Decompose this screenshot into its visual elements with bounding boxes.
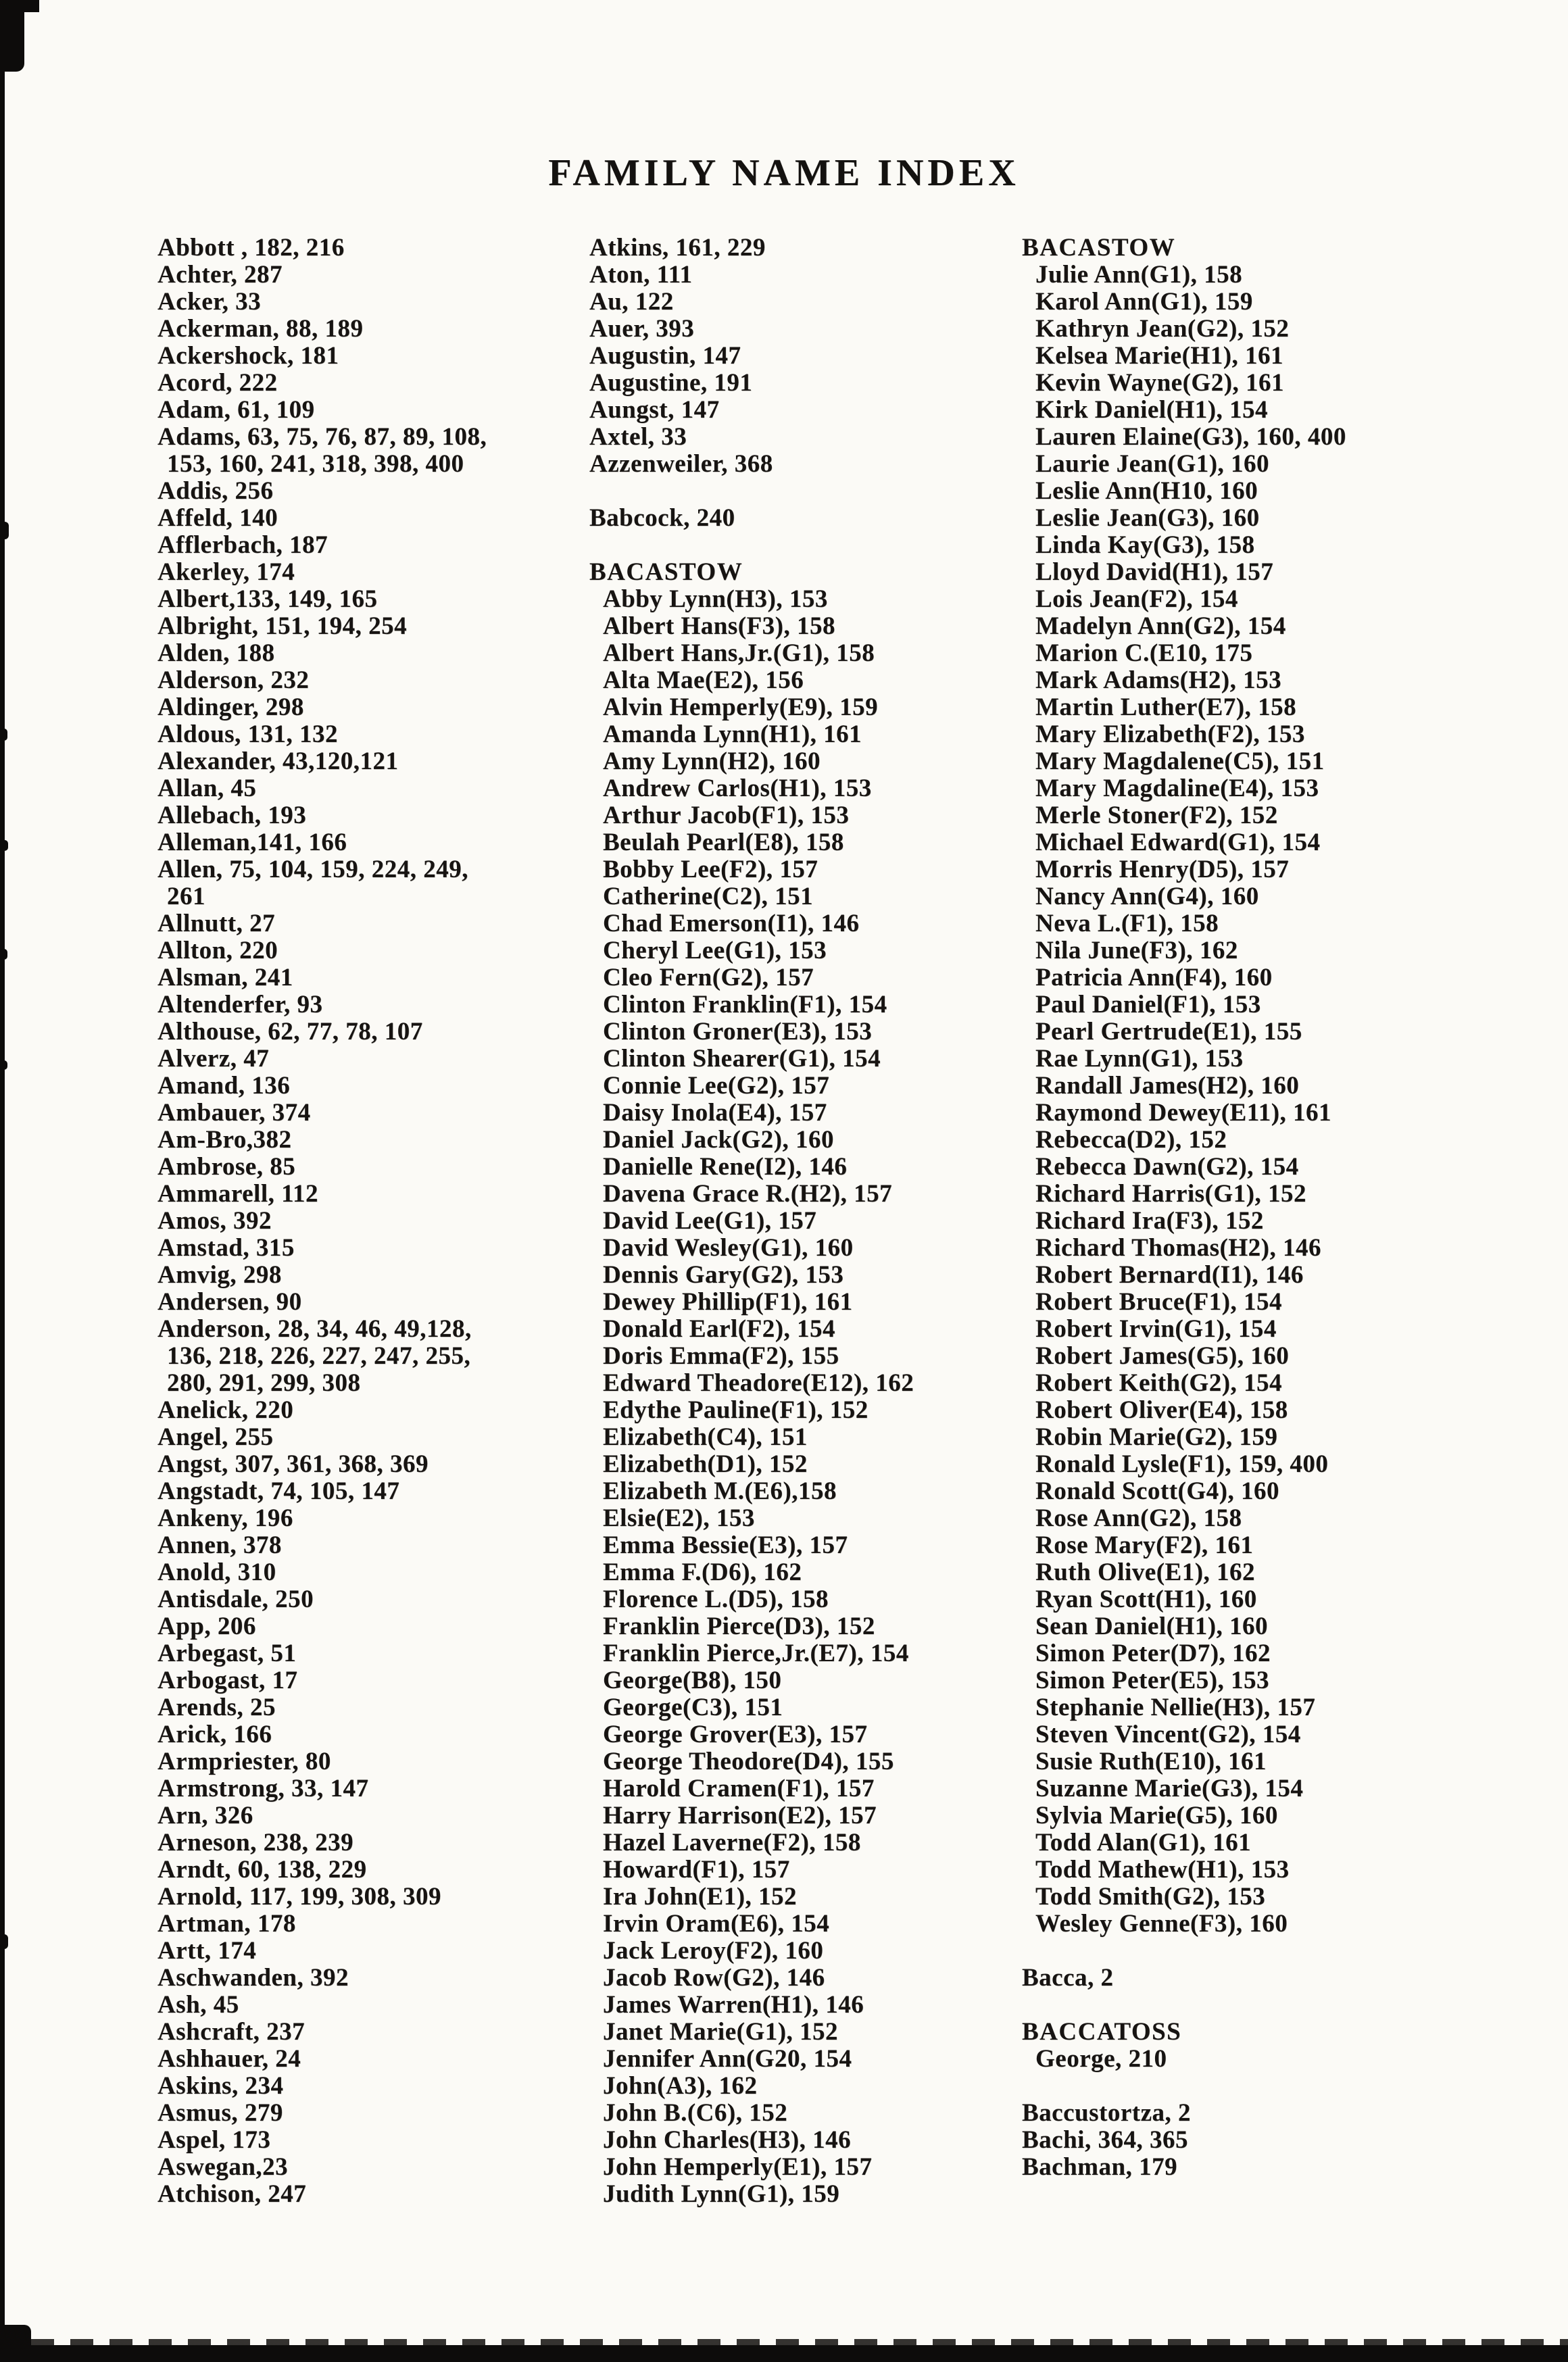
given-name-entry: Ira John(E1), 152 [603,1883,798,1911]
surname-entry: Adams, 63, 75, 76, 87, 89, 108, [157,423,487,451]
given-name-entry: George, 210 [1035,2045,1167,2073]
given-name-entry: Kevin Wayne(G2), 161 [1035,369,1285,397]
given-name-entry: Doris Emma(F2), 155 [603,1342,839,1370]
given-name-entry: Richard Thomas(H2), 146 [1035,1234,1321,1262]
surname-entry: Angstadt, 74, 105, 147 [157,1477,400,1505]
surname-entry: Ammarell, 112 [157,1180,319,1208]
given-name-entry: Clinton Franklin(F1), 154 [603,991,887,1018]
given-name-entry: Amy Lynn(H2), 160 [603,747,821,775]
entry-continuation: 261 [167,883,205,910]
given-name-entry: Alvin Hemperly(E9), 159 [603,693,879,721]
surname-entry: Allnutt, 27 [157,910,276,937]
given-name-entry: Connie Lee(G2), 157 [603,1072,830,1100]
given-name-entry: Elizabeth(D1), 152 [603,1450,808,1478]
given-name-entry: Albert Hans(F3), 158 [603,612,835,640]
surname-entry: Alverz, 47 [157,1045,270,1073]
given-name-entry: Daniel Jack(G2), 160 [603,1126,834,1154]
surname-entry: Auer, 393 [589,315,695,343]
surname-entry: Asmus, 279 [157,2099,283,2127]
given-name-entry: Elizabeth M.(E6),158 [603,1477,837,1505]
surname-entry: Ashhauer, 24 [157,2045,301,2073]
given-name-entry: John(A3), 162 [603,2072,758,2100]
given-name-entry: Amanda Lynn(H1), 161 [603,720,862,748]
surname-entry: Bachman, 179 [1022,2153,1178,2181]
given-name-entry: Albert Hans,Jr.(G1), 158 [603,639,875,667]
surname-entry: Askins, 234 [157,2072,284,2100]
index-column-2 [589,235,1022,2208]
given-name-entry: Kelsea Marie(H1), 161 [1035,342,1284,370]
surname-entry: Allton, 220 [157,937,278,964]
surname-entry: Angst, 307, 361, 368, 369 [157,1450,429,1478]
given-name-entry: Andrew Carlos(H1), 153 [603,774,872,802]
surname-entry: Adam, 61, 109 [157,396,315,424]
given-name-entry: Clinton Shearer(G1), 154 [603,1045,881,1073]
surname-entry: Alsman, 241 [157,964,293,991]
given-name-entry: Julie Ann(G1), 158 [1035,261,1243,289]
scan-blob [0,1060,7,1070]
given-name-entry: Rose Ann(G2), 158 [1035,1504,1242,1532]
given-name-entry: Simon Peter(D7), 162 [1035,1640,1271,1667]
surname-entry: Amvig, 298 [157,1261,282,1289]
scan-corner-mark-top [0,0,39,12]
surname-entry: Atkins, 161, 229 [589,234,766,262]
surname-entry: Arbegast, 51 [157,1640,297,1667]
surname-entry: Allebach, 193 [157,802,307,829]
given-name-entry: Todd Smith(G2), 153 [1035,1883,1266,1911]
blank-line [1022,1938,1522,1965]
given-name-entry: Susie Ruth(E10), 161 [1035,1748,1267,1775]
surname-entry: Ash, 45 [157,1991,239,2019]
surname-entry: Akerley, 174 [157,558,295,586]
scan-blob [0,1934,8,1949]
given-name-entry: Dennis Gary(G2), 153 [603,1261,844,1289]
given-name-entry: Florence L.(D5), 158 [603,1585,829,1613]
given-name-entry: Robert Keith(G2), 154 [1035,1369,1283,1397]
surname-entry: Annen, 378 [157,1531,282,1559]
surname-entry: Aton, 111 [589,261,693,289]
given-name-entry: Paul Daniel(F1), 153 [1035,991,1261,1018]
surname-entry: Allen, 75, 104, 159, 224, 249, [157,856,469,883]
given-name-entry: Raymond Dewey(E11), 161 [1035,1099,1332,1127]
given-name-entry: Alta Mae(E2), 156 [603,666,804,694]
given-name-entry: David Lee(G1), 157 [603,1207,817,1235]
surname-entry: Albert,133, 149, 165 [157,585,378,613]
surname-entry: Alexander, 43,120,121 [157,747,399,775]
surname-entry: Alleman,141, 166 [157,829,347,856]
surname-entry: Baccustortza, 2 [1022,2099,1191,2127]
given-name-entry: Robert James(G5), 160 [1035,1342,1290,1370]
given-name-entry: Kirk Daniel(H1), 154 [1035,396,1269,424]
surname-entry: Allan, 45 [157,774,257,802]
index-column-1 [157,235,590,2208]
surname-entry: Augustin, 147 [589,342,741,370]
scan-bottom-bar [0,2345,1568,2362]
surname-entry: Angel, 255 [157,1423,274,1451]
given-name-entry: Harry Harrison(E2), 157 [603,1802,877,1829]
surname-entry: Aldous, 131, 132 [157,720,339,748]
given-name-entry: Howard(F1), 157 [603,1856,790,1884]
given-name-entry: Stephanie Nellie(H3), 157 [1035,1694,1316,1721]
given-name-entry: Daisy Inola(E4), 157 [603,1099,827,1127]
scan-blob [0,522,9,539]
surname-entry: Bachi, 364, 365 [1022,2126,1188,2154]
given-name-entry: Robert Irvin(G1), 154 [1035,1315,1277,1343]
given-name-entry: Davena Grace R.(H2), 157 [603,1180,893,1208]
given-name-entry: Merle Stoner(F2), 152 [1035,802,1278,829]
given-name-entry: David Wesley(G1), 160 [603,1234,854,1262]
given-name-entry: George Grover(E3), 157 [603,1721,868,1748]
given-name-entry: Lauren Elaine(G3), 160, 400 [1035,423,1346,451]
given-name-entry: Judith Lynn(G1), 159 [603,2180,840,2208]
given-name-entry: Mary Magdalene(C5), 151 [1035,747,1325,775]
surname-entry: Au, 122 [589,288,674,316]
surname-entry: Altenderfer, 93 [157,991,323,1018]
surname-entry: Armstrong, 33, 147 [157,1775,369,1802]
given-name-entry: Donald Earl(F2), 154 [603,1315,836,1343]
given-name-entry: Todd Alan(G1), 161 [1035,1829,1252,1856]
given-name-entry: Jack Leroy(F2), 160 [603,1937,824,1965]
surname-entry: Atchison, 247 [157,2180,307,2208]
given-name-entry: Leslie Ann(H10, 160 [1035,477,1258,505]
given-name-entry: Chad Emerson(I1), 146 [603,910,860,937]
surname-entry: Anold, 310 [157,1558,276,1586]
given-name-entry: Mary Magdaline(E4), 153 [1035,774,1319,802]
given-name-entry: John Charles(H3), 146 [603,2126,852,2154]
given-name-entry: Suzanne Marie(G3), 154 [1035,1775,1304,1802]
given-name-entry: George(B8), 150 [603,1667,782,1694]
given-name-entry: Jennifer Ann(G20, 154 [603,2045,852,2073]
given-name-entry: Simon Peter(E5), 153 [1035,1667,1270,1694]
blank-line [1022,2073,1522,2100]
surname-entry: Artt, 174 [157,1937,257,1965]
given-name-entry: Robert Oliver(E4), 158 [1035,1396,1288,1424]
scan-blob [0,729,7,741]
surname-entry: Affeld, 140 [157,504,278,532]
given-name-entry: John B.(C6), 152 [603,2099,788,2127]
blank-line [589,478,1022,505]
given-name-entry: Irvin Oram(E6), 154 [603,1910,830,1938]
surname-entry: Achter, 287 [157,261,283,289]
given-name-entry: Edythe Pauline(F1), 152 [603,1396,868,1424]
surname-entry: Ambauer, 374 [157,1099,311,1127]
surname-entry: Acord, 222 [157,369,278,397]
given-name-entry: Franklin Pierce,Jr.(E7), 154 [603,1640,909,1667]
given-name-entry: Abby Lynn(H3), 153 [603,585,828,613]
surname-entry: Arndt, 60, 138, 229 [157,1856,367,1884]
surname-entry: Armpriester, 80 [157,1748,331,1775]
surname-entry: Arick, 166 [157,1721,272,1748]
surname-entry: App, 206 [157,1613,256,1640]
given-name-entry: Arthur Jacob(F1), 153 [603,802,850,829]
given-name-entry: Lois Jean(F2), 154 [1035,585,1238,613]
given-name-entry: George Theodore(D4), 155 [603,1748,894,1775]
given-name-entry: Ronald Lysle(F1), 159, 400 [1035,1450,1329,1478]
surname-entry: Afflerbach, 187 [157,531,328,559]
page-title: FAMILY NAME INDEX [548,152,1020,194]
surname-entry: Amstad, 315 [157,1234,295,1262]
blank-line [589,532,1022,559]
surname-entry: Aldinger, 298 [157,693,304,721]
entry-continuation: 153, 160, 241, 318, 398, 400 [167,450,464,478]
given-name-entry: Randall James(H2), 160 [1035,1072,1300,1100]
given-name-entry: Michael Edward(G1), 154 [1035,829,1321,856]
given-name-entry: Jacob Row(G2), 146 [603,1964,825,1992]
given-name-entry: Rebecca(D2), 152 [1035,1126,1227,1154]
surname-entry: Arneson, 238, 239 [157,1829,354,1856]
given-name-entry: Patricia Ann(F4), 160 [1035,964,1273,991]
surname-entry: Ankeny, 196 [157,1504,293,1532]
given-name-entry: Ryan Scott(H1), 160 [1035,1585,1257,1613]
entry-continuation: 136, 218, 226, 227, 247, 255, [167,1342,471,1370]
surname-entry: Azzenweiler, 368 [589,450,773,478]
blank-line [1022,1992,1522,2019]
surname-entry: Aswegan,23 [157,2153,289,2181]
scan-bottom-corner [0,2325,31,2362]
given-name-entry: Madelyn Ann(G2), 154 [1035,612,1286,640]
given-name-entry: Harold Cramen(F1), 157 [603,1775,875,1802]
given-name-entry: Robert Bernard(I1), 146 [1035,1261,1304,1289]
given-name-entry: Emma Bessie(E3), 157 [603,1531,848,1559]
surname-entry: Alderson, 232 [157,666,310,694]
given-name-entry: Janet Marie(G1), 152 [603,2018,839,2046]
surname-entry: Babcock, 240 [589,504,735,532]
surname-entry: Addis, 256 [157,477,274,505]
surname-entry: Axtel, 33 [589,423,687,451]
given-name-entry: Robert Bruce(F1), 154 [1035,1288,1282,1316]
given-name-entry: Leslie Jean(G3), 160 [1035,504,1260,532]
given-name-entry: Richard Harris(G1), 152 [1035,1180,1306,1208]
surname-entry: Arbogast, 17 [157,1667,298,1694]
surname-entry: Amand, 136 [157,1072,291,1100]
given-name-entry: George(C3), 151 [603,1694,783,1721]
surname-entry: Albright, 151, 194, 254 [157,612,408,640]
family-name-header: BACASTOW [1022,234,1176,262]
surname-entry: Althouse, 62, 77, 78, 107 [157,1018,423,1045]
given-name-entry: Sean Daniel(H1), 160 [1035,1613,1269,1640]
given-name-entry: Beulah Pearl(E8), 158 [603,829,844,856]
surname-entry: Ashcraft, 237 [157,2018,305,2046]
surname-entry: Aungst, 147 [589,396,720,424]
given-name-entry: Nila June(F3), 162 [1035,937,1238,964]
surname-entry: Aspel, 173 [157,2126,271,2154]
given-name-entry: Sylvia Marie(G5), 160 [1035,1802,1278,1829]
surname-entry: Arnold, 117, 199, 308, 309 [157,1883,442,1911]
given-name-entry: Lloyd David(H1), 157 [1035,558,1274,586]
given-name-entry: Ronald Scott(G4), 160 [1035,1477,1279,1505]
given-name-entry: Dewey Phillip(F1), 161 [603,1288,853,1316]
given-name-entry: Franklin Pierce(D3), 152 [603,1613,875,1640]
given-name-entry: Martin Luther(E7), 158 [1035,693,1297,721]
given-name-entry: Wesley Genne(F3), 160 [1035,1910,1288,1938]
given-name-entry: Emma F.(D6), 162 [603,1558,802,1586]
surname-entry: Anelick, 220 [157,1396,294,1424]
surname-entry: Arn, 326 [157,1802,253,1829]
surname-entry: Arends, 25 [157,1694,276,1721]
given-name-entry: Linda Kay(G3), 158 [1035,531,1255,559]
scan-edge-line [0,0,5,2362]
given-name-entry: Elizabeth(C4), 151 [603,1423,808,1451]
given-name-entry: Mary Elizabeth(F2), 153 [1035,720,1305,748]
surname-entry: Bacca, 2 [1022,1964,1114,1992]
scan-blob [0,840,8,851]
given-name-entry: John Hemperly(E1), 157 [603,2153,873,2181]
given-name-entry: Cleo Fern(G2), 157 [603,964,814,991]
given-name-entry: Edward Theadore(E12), 162 [603,1369,914,1397]
given-name-entry: Todd Mathew(H1), 153 [1035,1856,1290,1884]
given-name-entry: Pearl Gertrude(E1), 155 [1035,1018,1302,1045]
given-name-entry: Karol Ann(G1), 159 [1035,288,1253,316]
surname-entry: Alden, 188 [157,639,275,667]
scan-bottom-stipple [31,2339,1568,2346]
given-name-entry: Neva L.(F1), 158 [1035,910,1219,937]
given-name-entry: Catherine(C2), 151 [603,883,814,910]
surname-entry: Amos, 392 [157,1207,272,1235]
surname-entry: Abbott , 182, 216 [157,234,345,262]
surname-entry: Ambrose, 85 [157,1153,296,1181]
given-name-entry: Laurie Jean(G1), 160 [1035,450,1270,478]
family-name-header: BACASTOW [589,558,743,586]
given-name-entry: Steven Vincent(G2), 154 [1035,1721,1301,1748]
surname-entry: Anderson, 28, 34, 46, 49,128, [157,1315,472,1343]
given-name-entry: Marion C.(E10, 175 [1035,639,1253,667]
given-name-entry: Mark Adams(H2), 153 [1035,666,1282,694]
given-name-entry: Clinton Groner(E3), 153 [603,1018,873,1045]
given-name-entry: Ruth Olive(E1), 162 [1035,1558,1256,1586]
surname-entry: Aschwanden, 392 [157,1964,349,1992]
given-name-entry: Elsie(E2), 153 [603,1504,755,1532]
surname-entry: Artman, 178 [157,1910,296,1938]
surname-entry: Augustine, 191 [589,369,753,397]
surname-entry: Acker, 33 [157,288,262,316]
surname-entry: Andersen, 90 [157,1288,302,1316]
surname-entry: Ackerman, 88, 189 [157,315,364,343]
given-name-entry: Nancy Ann(G4), 160 [1035,883,1259,910]
given-name-entry: Richard Ira(F3), 152 [1035,1207,1264,1235]
given-name-entry: Rebecca Dawn(G2), 154 [1035,1153,1299,1181]
surname-entry: Ackershock, 181 [157,342,339,370]
family-name-header: BACCATOSS [1022,2018,1182,2046]
given-name-entry: Bobby Lee(F2), 157 [603,856,818,883]
given-name-entry: Rose Mary(F2), 161 [1035,1531,1254,1559]
given-name-entry: James Warren(H1), 146 [603,1991,864,2019]
surname-entry: Antisdale, 250 [157,1585,314,1613]
given-name-entry: Cheryl Lee(G1), 153 [603,937,827,964]
surname-entry: Am-Bro,382 [157,1126,292,1154]
scan-blob [0,949,7,960]
given-name-entry: Morris Henry(D5), 157 [1035,856,1290,883]
given-name-entry: Danielle Rene(I2), 146 [603,1153,848,1181]
given-name-entry: Hazel Laverne(F2), 158 [603,1829,861,1856]
given-name-entry: Robin Marie(G2), 159 [1035,1423,1278,1451]
given-name-entry: Kathryn Jean(G2), 152 [1035,315,1290,343]
given-name-entry: Rae Lynn(G1), 153 [1035,1045,1244,1073]
index-column-3 [1022,235,1522,2181]
entry-continuation: 280, 291, 299, 308 [167,1369,361,1397]
